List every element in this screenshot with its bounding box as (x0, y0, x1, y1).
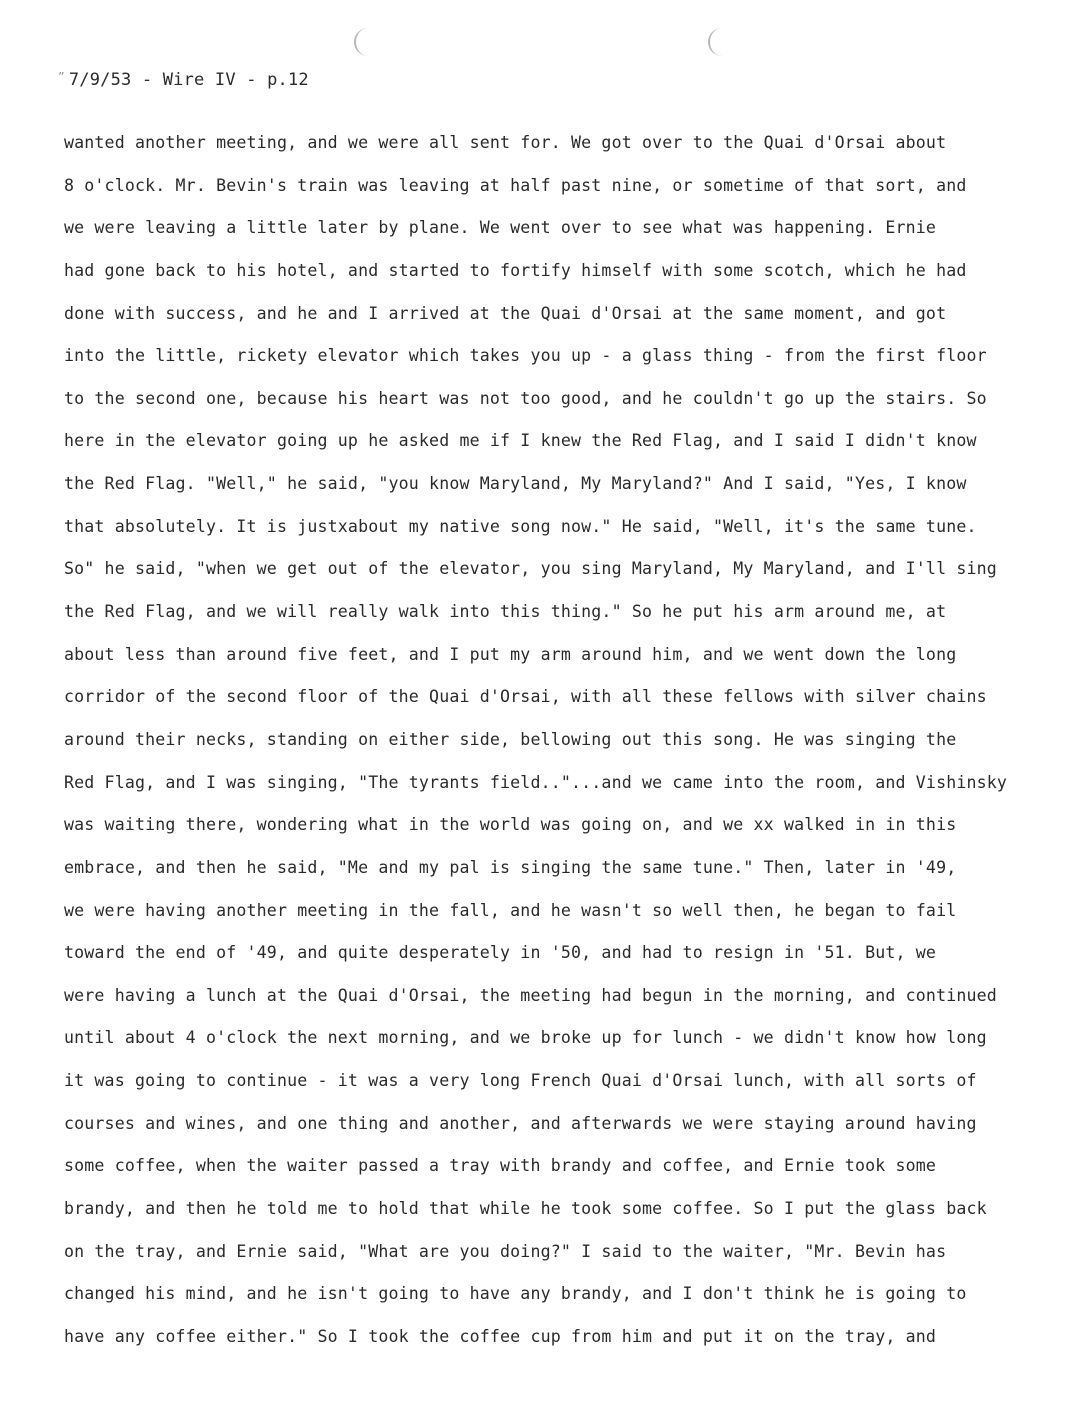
text-line: embrace, and then he said, "Me and my pal is singing the same tune." Then, later in '49, (64, 857, 957, 877)
text-line: to the second one, because his heart was not too good, and he couldn't go up the stairs. So (64, 388, 987, 408)
text-line: the Red Flag, and we will really walk into this thing." So he put his arm around me, at (64, 602, 947, 622)
text-line: some coffee, when the waiter passed a tray with brandy and coffee, and Ernie took some (64, 1156, 937, 1176)
text-line: around their necks, standing on either side, bellowing out this song. He was singing the (64, 729, 957, 749)
text-line: it was going to continue - it was a very long French Quai d'Orsai lunch, with all sorts of (64, 1071, 977, 1091)
text-line: until about 4 o'clock the next morning, and we broke up for lunch - we didn't know how long (64, 1028, 987, 1048)
text-line: were having a lunch at the Quai d'Orsai, the meeting had begun in the morning, and continued (64, 985, 997, 1005)
punch-hole-mark-right (708, 28, 724, 56)
text-line: toward the end of '49, and quite desperately in '50, and had to resign in '51. But, we (64, 943, 937, 963)
text-line: 8 o'clock. Mr. Bevin's train was leaving at half past nine, or sometime of that sort, and (64, 175, 967, 195)
page-header (58, 70, 309, 90)
text-line: have any coffee either." So I took the coffee cup from him and put it on the tray, and (64, 1326, 937, 1346)
text-line: had gone back to his hotel, and started to fortify himself with some scotch, which he had (64, 260, 967, 280)
text-line: corridor of the second floor of the Quai d'Orsai, with all these fellows with silver chains (64, 687, 987, 707)
text-line: the Red Flag. "Well," he said, "you know Maryland, My Maryland?" And I said, "Yes, I know (64, 474, 967, 494)
text-line: we were leaving a little later by plane. We went over to see what was happening. Ernie (64, 218, 937, 238)
text-line: done with success, and he and I arrived at the Quai d'Orsai at the same moment, and got (64, 303, 947, 323)
text-line: we were having another meeting in the fall, and he wasn't so well then, he began to fail (64, 900, 957, 920)
text-line: So" he said, "when we get out of the elevator, you sing Maryland, My Maryland, and I'll sing (64, 559, 997, 579)
punch-hole-mark-left (354, 28, 370, 56)
header-margin-mark: ” (58, 70, 65, 83)
typed-body-text (64, 128, 1064, 1365)
text-line: wanted another meeting, and we were all sent for. We got over to the Quai d'Orsai about (64, 133, 947, 152)
header-text: 7/9/53 - Wire IV - p.12 (68, 70, 309, 90)
text-line: that absolutely. It is justxabout my native song now." He said, "Well, it's the same tune. (64, 516, 977, 536)
text-line: on the tray, and Ernie said, "What are you doing?" I said to the waiter, "Mr. Bevin has (64, 1241, 947, 1261)
text-line: here in the elevator going up he asked me if I knew the Red Flag, and I said I didn't know (64, 431, 977, 451)
text-line: into the little, rickety elevator which takes you up - a glass thing - from the first floor (64, 346, 987, 366)
text-line: Red Flag, and I was singing, "The tyrants field.."...and we came into the room, and Vishinsky (64, 772, 1008, 792)
text-line: brandy, and then he told me to hold that while he took some coffee. So I put the glass back (64, 1199, 987, 1219)
text-line: about less than around five feet, and I put my arm around him, and we went down the long (64, 644, 957, 664)
text-line: changed his mind, and he isn't going to have any brandy, and I don't think he is going to (64, 1284, 967, 1304)
text-line: courses and wines, and one thing and another, and afterwards we were staying around having (64, 1113, 977, 1133)
text-line: was waiting there, wondering what in the world was going on, and we xx walked in in this (64, 815, 957, 835)
